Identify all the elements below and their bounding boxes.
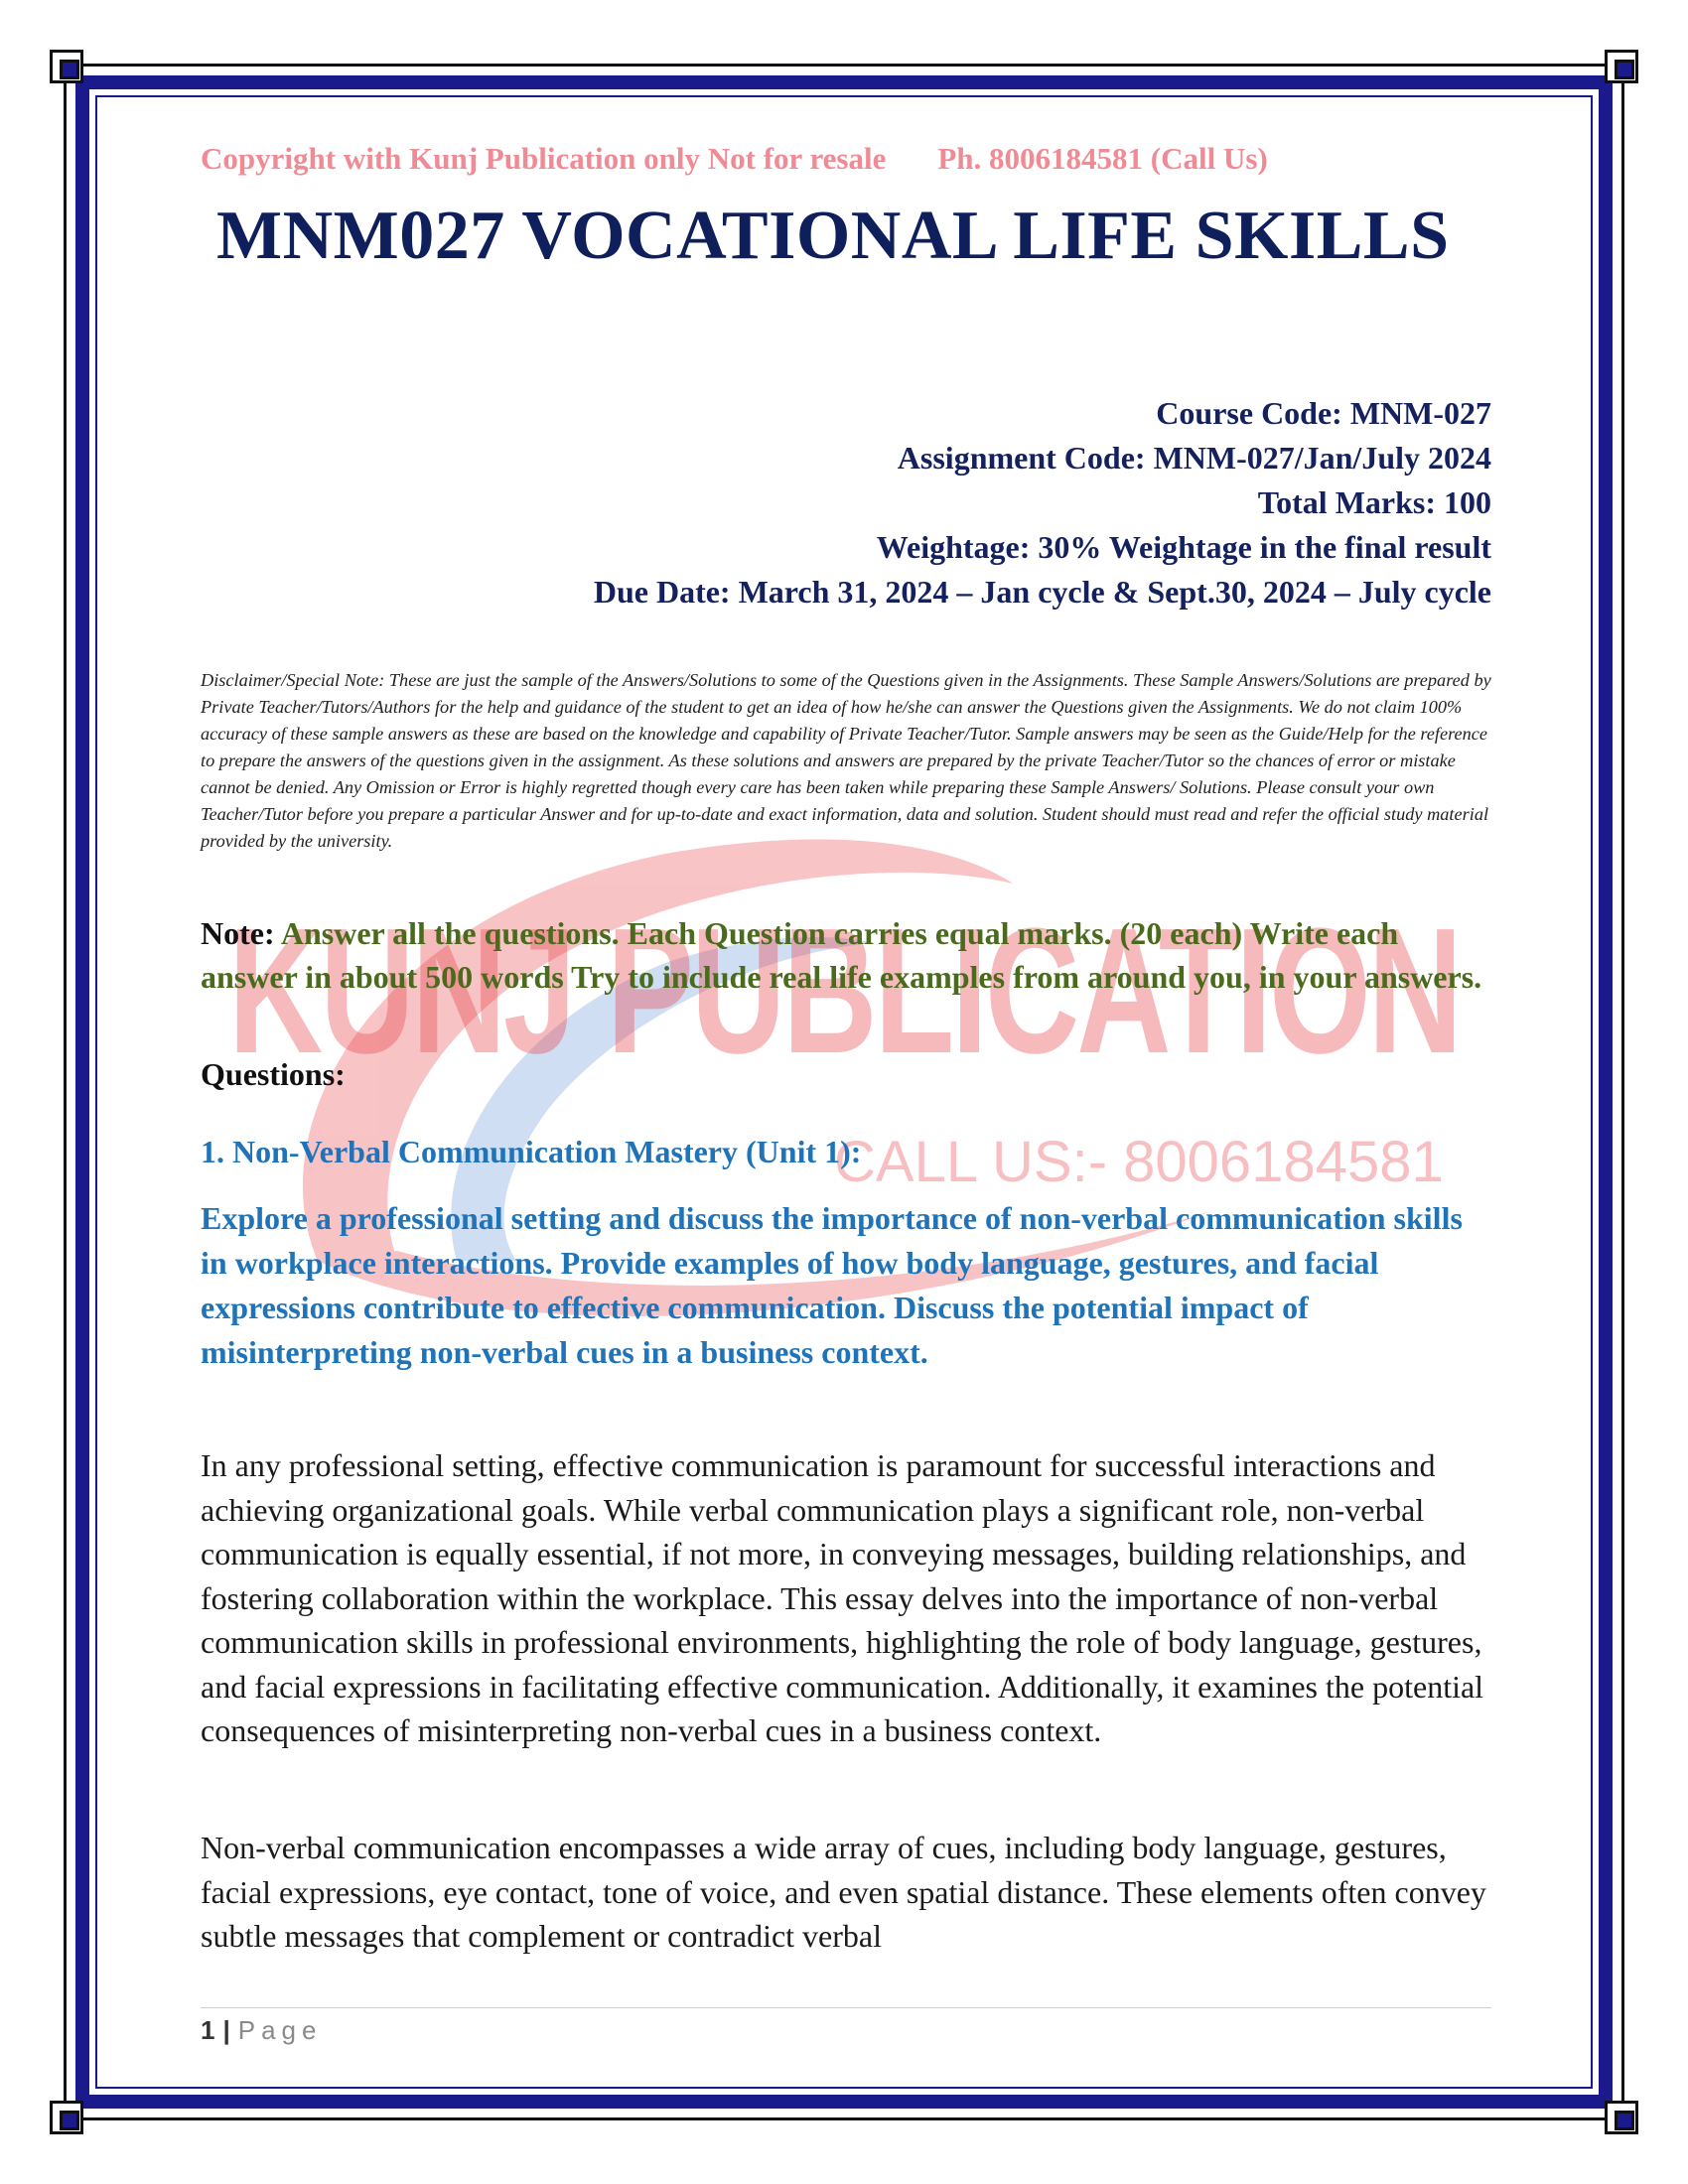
note-paragraph (201, 911, 1491, 999)
answer-paragraph-1: In any professional setting, effective communication is paramount for successful interactions and achieving organizational goals. While verbal communication plays a significant role, non-verbal communication is equally essential, if not more, in conveying messages, building relationships, and fostering collaboration within the workplace. This essay delves into the importance of non-verbal communication skills in professional environments, highlighting the role of body language, gestures, and facial expressions in facilitating effective communication. Additionally, it examines the potential consequences of misinterpreting non-verbal cues in a business context. (201, 1447, 1484, 1748)
corner-ornament (1605, 2101, 1638, 2134)
footer-divider (201, 2007, 1491, 2008)
footer-separator: | (222, 2015, 230, 2045)
note-label: Note: (201, 915, 275, 951)
copyright-text: Copyright with Kunj Publication only Not for resale (201, 141, 887, 176)
corner-ornament (50, 50, 83, 83)
phone-text: Ph. 8006184581 (Call Us) (937, 141, 1268, 176)
weightage: Weightage: 30% Weightage in the final result (876, 529, 1491, 565)
answer-paragraph-2: Non-verbal communication encompasses a wide array of cues, including body language, gestures, facial expressions, eye contact, tone of voice, and even spatial distance. These elements often convey subtle messages that complement or contradict verbal (201, 1830, 1486, 1954)
assignment-code: Assignment Code: MNM-027/Jan/July 2024 (897, 440, 1491, 476)
document-title: MNM027 VOCATIONAL LIFE SKILLS (216, 198, 1450, 274)
total-marks: Total Marks: 100 (1257, 484, 1491, 520)
course-code: Course Code: MNM-027 (1156, 395, 1491, 431)
corner-ornament (1605, 50, 1638, 83)
page-number: 1 (201, 2015, 215, 2045)
question-1-heading: 1. Non-Verbal Communication Mastery (Unit 1): (201, 1134, 862, 1169)
page-footer (201, 2015, 322, 2046)
watermark-brand-text: KUNJ PUBLICATION (228, 891, 1460, 1091)
corner-ornament (50, 2101, 83, 2134)
course-info (201, 391, 1491, 614)
copyright-line (201, 141, 1491, 181)
watermark-call-text: CALL US:- 8006184581 (834, 1130, 1444, 1194)
questions-heading: Questions: (201, 1056, 346, 1092)
question-1-text: Explore a professional setting and discuss the importance of non-verbal communication skills in workplace interactions. Provide examples of how body language, gestures, and facial expressions contribute to effective communication. Discuss the potential impact of misinterpreting non-verbal cues in a business context. (201, 1200, 1463, 1370)
disclaimer-text: Disclaimer/Special Note: These are just the sample of the Answers/Solutions to some of the Questions given in the Assignments. These Sample Answers/Solutions are prepared by Private Teacher/Tutors/Authors for the help and guidance of the student to get an idea of how he/she can answer the Questions given the Assignments. We do not claim 100% accuracy of these sample answers as these are based on the knowledge and capability of Private Teacher/Tutor. Sample answers may be seen as the Guide/Help for the reference to prepare the answers of the questions given in the assignment. As these solutions and answers are prepared by the private Teacher/Tutor so the chances of error or mistake cannot be denied. Any Omission or Error is highly regretted though every care has been taken while preparing these Sample Answers/ Solutions. Please consult your own Teacher/Tutor before you prepare a particular Answer and for up-to-date and exact information, data and solution. Student should must read and refer the official study material provided by the university. (201, 670, 1491, 851)
page-label: Page (237, 2015, 323, 2045)
due-date: Due Date: March 31, 2024 – Jan cycle & Sept.30, 2024 – July cycle (593, 574, 1491, 610)
note-text: Answer all the questions. Each Question carries equal marks. (20 each) Write each answer in about 500 words Try to include real life examples from around you, in your answers. (201, 915, 1482, 995)
